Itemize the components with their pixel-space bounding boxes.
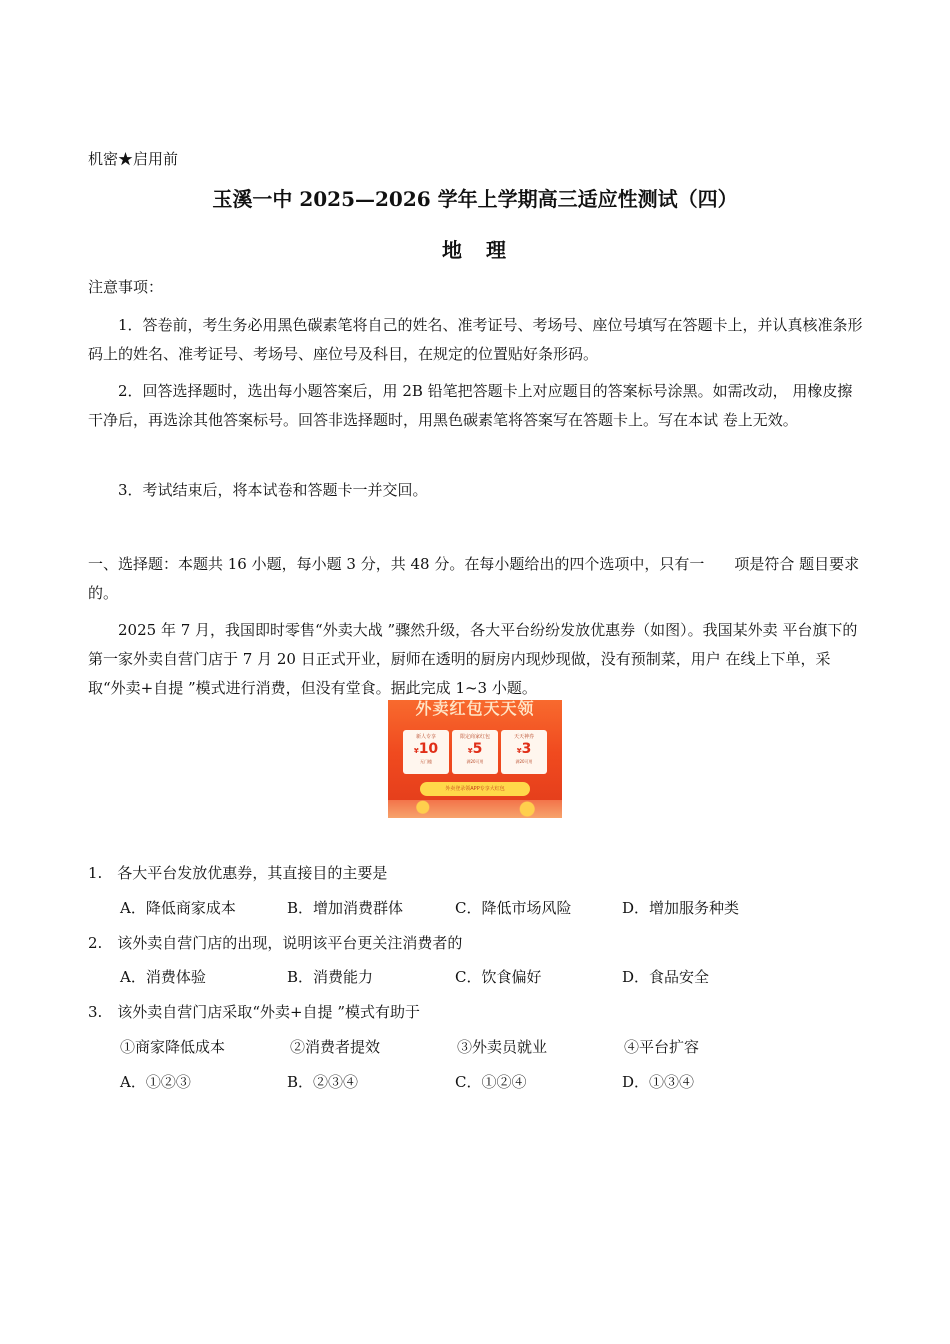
statement-4: ④平台扩容 <box>624 1038 700 1056</box>
reading-passage: 2025 年 7 月，我国即时零售“外卖大战 ”骤然升级，各大平台纷纷发放优惠券（如图）。我国某外卖 平台旗下的第一家外卖自营门店于 7 月 20 日正式开业，厨师在透明的厨房内现炒现做，没有预制菜，用户 在线上下单，采取“外卖+自提 ”模式进行消费，但没有堂食。据此完成 1~3 小题。 <box>88 621 858 697</box>
note-item-2: 2．回答选择题时，选出每小题答案后，用 2B 铅笔把答题卡上对应题目的答案标号涂黑。如需改动， 用橡皮擦干净后，再选涂其他答案标号。回答非选择题时，用黑色碳素笔将答案写在答题卡上。写在本试 卷上无效。 <box>88 382 853 429</box>
coupon-sub: 无门槛 <box>420 759 432 764</box>
coupon-value: ¥10 <box>413 741 439 757</box>
coupon-cta: 外卖登录领APP专享大红包 <box>420 782 530 796</box>
option-c: C．①②④ <box>455 1073 527 1091</box>
coins-decoration <box>388 800 562 818</box>
option-d: D．增加服务种类 <box>622 899 740 917</box>
notes-heading: 注意事项： <box>88 278 164 296</box>
question-3-stem: 3. 该外卖自营门店采取“外卖+自提 ”模式有助于 <box>88 1003 420 1021</box>
confidential-mark: 机密★启用前 <box>88 150 179 168</box>
statement-2: ②消费者提效 <box>290 1038 381 1056</box>
coupon-sub: 满20可用 <box>466 759 484 764</box>
option-b: B．消费能力 <box>287 968 374 986</box>
option-c: C．降低市场风险 <box>455 899 572 917</box>
exam-title: 玉溪一中 2025—2026 学年上学期高三适应性测试（四） <box>212 187 738 211</box>
coupon-tag: 天天神券 <box>513 734 534 740</box>
coupon-card <box>403 730 449 774</box>
question-1-stem: 1. 各大平台发放优惠券，其直接目的主要是 <box>88 864 388 882</box>
option-a: A．消费体验 <box>120 968 206 986</box>
option-a: A．降低商家成本 <box>120 899 236 917</box>
note-item-1: 1．答卷前，考生务必用黑色碳素笔将自己的姓名、准考证号、考场号、座位号填写在答题卡上，并认真核准条形码上的姓名、准考证号、考场号、座位号及科目，在规定的位置贴好条形码。 <box>88 316 863 363</box>
coupon-figure <box>388 700 562 818</box>
statement-1: ①商家降低成本 <box>120 1038 226 1056</box>
statement-3: ③外卖员就业 <box>457 1038 548 1056</box>
subject-title: 地 理 <box>442 238 508 262</box>
option-b: B．②③④ <box>287 1073 359 1091</box>
question-2-stem: 2. 该外卖自营门店的出现，说明该平台更关注消费者的 <box>88 934 463 952</box>
coupon-value: ¥5 <box>467 741 483 757</box>
coupon-tag: 限定商家红包 <box>459 734 490 740</box>
option-a: A．①②③ <box>120 1073 191 1091</box>
option-d: D．食品安全 <box>622 968 710 986</box>
coupon-card <box>501 730 547 774</box>
coupon-banner: 外卖红包天天领 <box>415 700 535 718</box>
section-heading: 一、选择题：本题共 16 小题，每小题 3 分，共 48 分。在每小题给出的四个选项中，只有一 项是符合 题目要求的。 <box>88 555 860 602</box>
coupon-sub: 满20可用 <box>515 759 533 764</box>
option-d: D．①③④ <box>622 1073 695 1091</box>
option-c: C．饮食偏好 <box>455 968 542 986</box>
option-b: B．增加消费群体 <box>287 899 404 917</box>
coupon-card <box>452 730 498 774</box>
note-item-3: 3．考试结束后，将本试卷和答题卡一并交回。 <box>118 481 428 499</box>
coupon-value: ¥3 <box>516 741 532 757</box>
coupon-tag: 新人专享 <box>415 734 436 740</box>
